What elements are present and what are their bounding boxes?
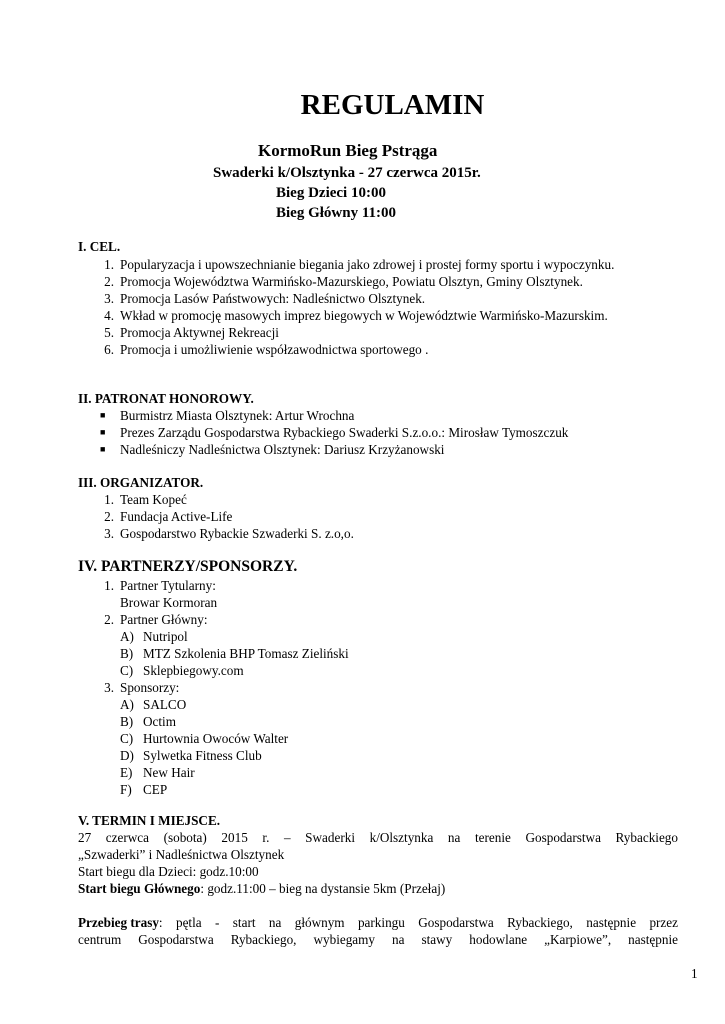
section-5-line-3: Start biegu dla Dzieci: godz.10:00 [78,864,259,879]
page-number: 1 [691,966,698,981]
event-place-date: Swaderki k/Olsztynka - 27 czerwca 2015r. [213,165,481,181]
bullet-icon: ■ [100,410,106,420]
section-1-heading: I. CEL. [78,239,121,254]
route-line-2: centrum Gospodarstwa Rybackiego, wybiegamy na stawy hodowlane „Karpiowe”, następnie [78,932,678,947]
route-line-1: Przebieg trasy : pętla - start na głównym parkingu Gospodarstwa Rybackiego, następnie przez [78,915,678,930]
section-2-heading: II. PATRONAT HONOROWY. [78,391,254,406]
section-5-line-2: „Szwaderki” i Nadleśnictwa Olsztynek [78,847,285,862]
section-3-heading: III. ORGANIZATOR. [78,475,204,490]
bullet-icon: ■ [100,427,106,437]
page-title: REGULAMIN [300,89,485,121]
section-5-heading: V. TERMIN I MIEJSCE. [78,813,221,828]
section-4-heading: IV. PARTNERZY/SPONSORZY. [78,558,298,575]
section-5-line-4: Start biegu Głównego: godz.11:00 – bieg na dystansie 5km (Przełaj) [78,881,446,896]
section-5-line-1: 27 czerwca (sobota) 2015 r. – Swaderki k/Olsztynka na terenie Gospodarstwa Rybackiego [78,830,678,845]
main-run-time: Bieg Główny 11:00 [276,205,397,221]
partner-title-value: Browar Kormoran [120,595,218,610]
bullet-icon: ■ [100,444,106,454]
event-name: KormoRun Bieg Pstrąga [258,141,438,160]
partner-main-label: Partner Główny: [120,612,208,627]
sponsors-label: Sponsorzy: [120,680,180,695]
partner-title-label: Partner Tytularny: [120,578,216,593]
kids-run-time: Bieg Dzieci 10:00 [276,185,386,201]
